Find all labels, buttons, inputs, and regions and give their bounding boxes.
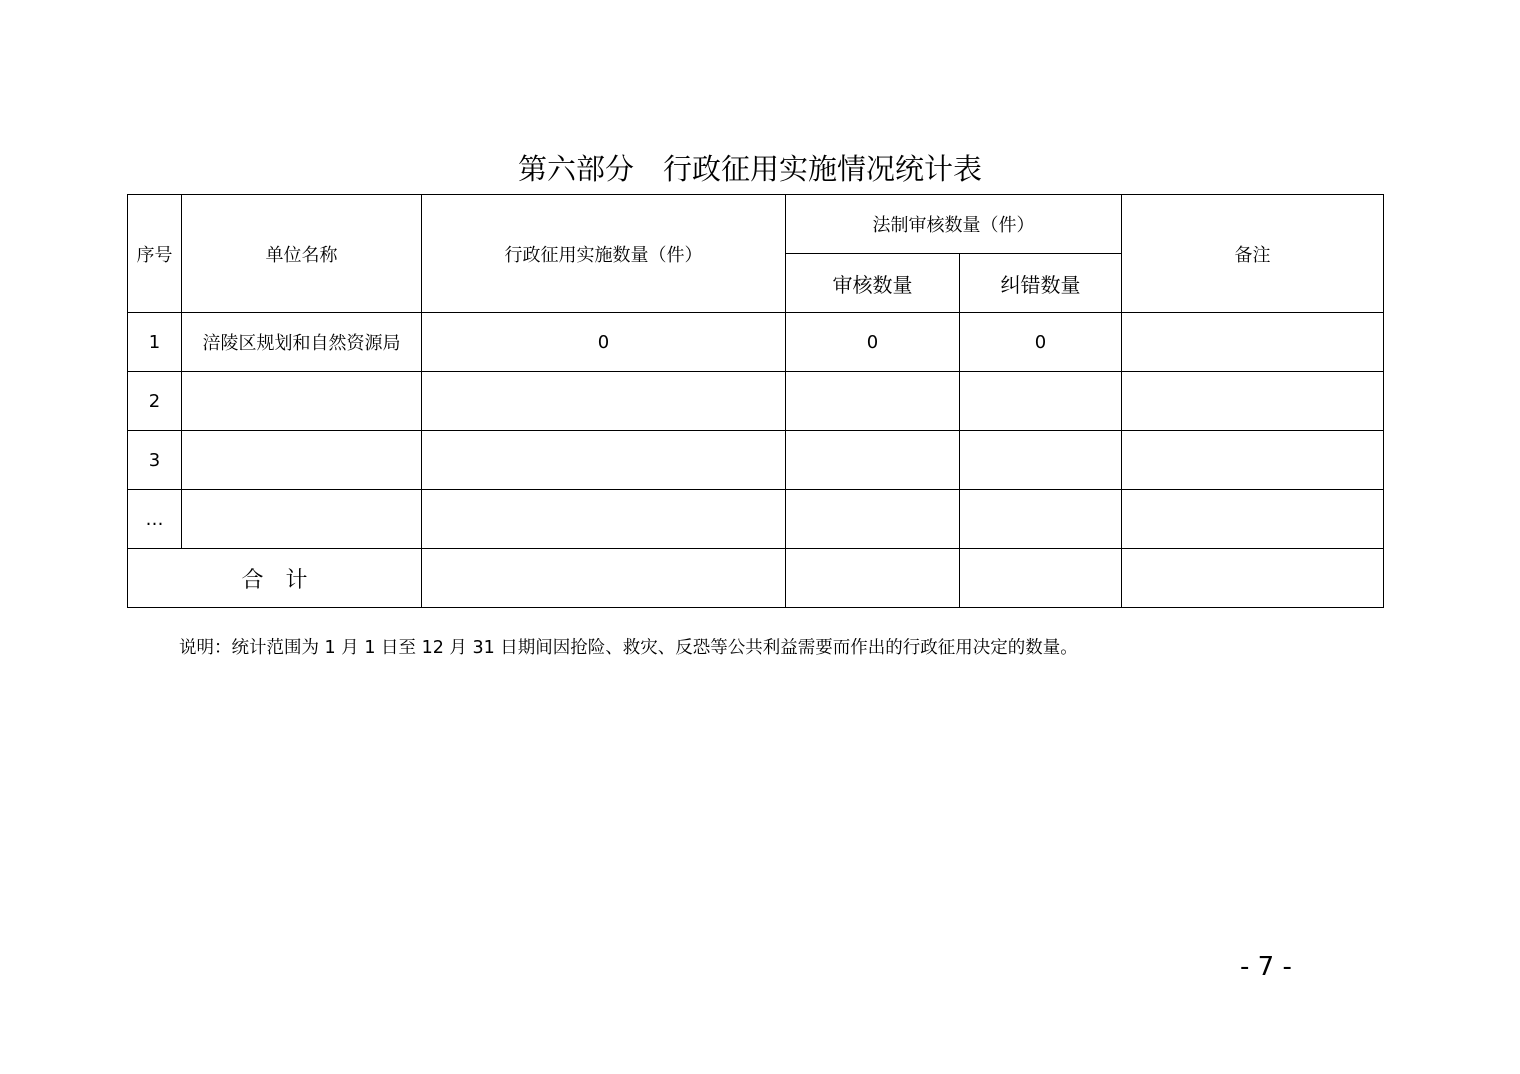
total-remarks — [1122, 549, 1384, 608]
header-unit-name: 单位名称 — [182, 195, 422, 313]
cell-count — [422, 372, 786, 431]
total-review-count — [786, 549, 960, 608]
table-row — [128, 372, 1384, 431]
header-serial: 序号 — [128, 195, 182, 313]
cell-correction-count — [960, 490, 1122, 549]
table-row — [128, 490, 1384, 549]
cell-review-count: 0 — [786, 313, 960, 372]
cell-serial: 1 — [128, 313, 182, 372]
cell-unit-name — [182, 431, 422, 490]
cell-review-count — [786, 431, 960, 490]
header-remarks: 备注 — [1122, 195, 1384, 313]
cell-unit-name — [182, 490, 422, 549]
cell-unit-name — [182, 372, 422, 431]
cell-remarks — [1122, 372, 1384, 431]
header-count: 行政征用实施数量（件） — [422, 195, 786, 313]
cell-count: 0 — [422, 313, 786, 372]
cell-count — [422, 490, 786, 549]
cell-serial: 2 — [128, 372, 182, 431]
total-count — [422, 549, 786, 608]
cell-correction-count: 0 — [960, 313, 1122, 372]
total-row — [128, 549, 1384, 608]
cell-remarks — [1122, 490, 1384, 549]
header-legal-review: 法制审核数量（件） — [786, 195, 1122, 254]
cell-count — [422, 431, 786, 490]
table-row — [128, 431, 1384, 490]
cell-serial: … — [128, 490, 182, 549]
header-review-count: 审核数量 — [786, 254, 960, 313]
cell-review-count — [786, 372, 960, 431]
page-title: 第六部分 行政征用实施情况统计表 — [517, 152, 982, 186]
cell-serial: 3 — [128, 431, 182, 490]
table-row — [128, 313, 1384, 372]
header-correction-count: 纠错数量 — [960, 254, 1122, 313]
cell-unit-name: 涪陵区规划和自然资源局 — [182, 313, 422, 372]
statistics-table — [127, 194, 1384, 608]
page-number: - 7 - — [1240, 952, 1292, 982]
cell-correction-count — [960, 431, 1122, 490]
cell-review-count — [786, 490, 960, 549]
cell-remarks — [1122, 313, 1384, 372]
cell-remarks — [1122, 431, 1384, 490]
total-label: 合 计 — [128, 549, 422, 608]
table-note: 说明：统计范围为 1 月 1 日至 12 月 31 日期间因抢险、救灾、反恐等公共利益需要而作出的行政征用决定的数量。 — [179, 638, 1078, 658]
cell-correction-count — [960, 372, 1122, 431]
total-correction-count — [960, 549, 1122, 608]
